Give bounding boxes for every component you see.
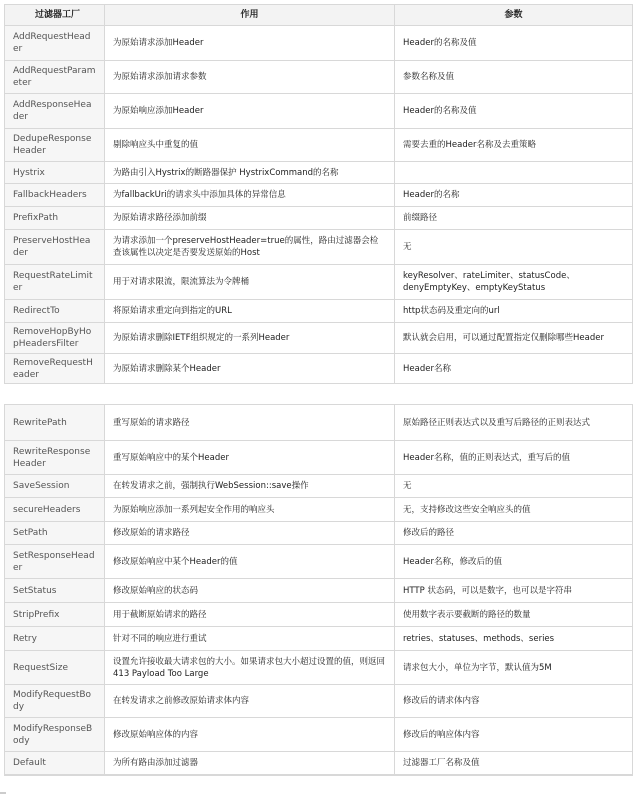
params-cell [395, 162, 633, 184]
effect-cell: 为所有路由添加过滤器 [105, 752, 395, 775]
effect-cell: 在转发请求之前修改原始请求体内容 [105, 685, 395, 718]
effect-cell: 为原始请求添加Header [105, 26, 395, 61]
effect-cell: 修改原始响应中某个Header的值 [105, 545, 395, 579]
table-row [5, 718, 633, 752]
params-cell: 请求包大小，单位为字节，默认值为5M [395, 651, 633, 685]
filter-name-cell: StripPrefix [5, 603, 105, 627]
table-row [5, 207, 633, 230]
filter-name-cell: AddRequestParameter [5, 61, 105, 94]
filter-name-cell: Default [5, 752, 105, 775]
params-cell: 需要去重的Header名称及去重策略 [395, 129, 633, 162]
filter-name-cell: ModifyResponseBody [5, 718, 105, 752]
filter-table-part-2 [4, 404, 633, 776]
effect-cell: 为原始请求删除某个Header [105, 354, 395, 384]
filter-name-cell: RewriteResponseHeader [5, 441, 105, 475]
params-cell: 前缀路径 [395, 207, 633, 230]
params-cell: 修改后的路径 [395, 522, 633, 545]
table-row [5, 405, 633, 441]
effect-cell: 修改原始响应体的内容 [105, 718, 395, 752]
effect-cell: 为fallbackUri的请求头中添加具体的异常信息 [105, 184, 395, 207]
table-row [5, 579, 633, 603]
params-cell: HTTP 状态码，可以是数字，也可以是字符串 [395, 579, 633, 603]
filter-name-cell: PreserveHostHeader [5, 230, 105, 265]
table-row [5, 26, 633, 61]
table-row [5, 162, 633, 184]
filter-name-cell: SetPath [5, 522, 105, 545]
table-row [5, 61, 633, 94]
header-effect: 作用 [105, 5, 395, 26]
table-row [5, 184, 633, 207]
filter-name-cell: FallbackHeaders [5, 184, 105, 207]
effect-cell: 为原始请求路径添加前缀 [105, 207, 395, 230]
params-cell: Header名称 [395, 354, 633, 384]
table-row [5, 522, 633, 545]
filter-name-cell: SetStatus [5, 579, 105, 603]
table-row [5, 475, 633, 498]
table-row [5, 685, 633, 718]
effect-cell: 针对不同的响应进行重试 [105, 627, 395, 651]
table-row [5, 354, 633, 384]
effect-cell: 为原始请求删除IETF组织规定的一系列Header [105, 323, 395, 354]
params-cell: 参数名称及值 [395, 61, 633, 94]
effect-cell: 为原始响应添加一系列起安全作用的响应头 [105, 498, 395, 522]
effect-cell: 修改原始的请求路径 [105, 522, 395, 545]
params-cell: Header名称，值的正则表达式，重写后的值 [395, 441, 633, 475]
filter-name-cell: SaveSession [5, 475, 105, 498]
params-cell: retries、statuses、methods、series [395, 627, 633, 651]
table-header-row [5, 5, 633, 26]
params-cell: Header名称，修改后的值 [395, 545, 633, 579]
filter-name-cell: ModifyRequestBody [5, 685, 105, 718]
table-row [5, 230, 633, 265]
table-row [5, 323, 633, 354]
filter-name-cell: secureHeaders [5, 498, 105, 522]
table-row [5, 651, 633, 685]
filter-name-cell: RequestSize [5, 651, 105, 685]
table-row [5, 498, 633, 522]
params-cell: 使用数字表示要截断的路径的数量 [395, 603, 633, 627]
table-row [5, 752, 633, 775]
table-row [5, 603, 633, 627]
params-cell: 默认就会启用，可以通过配置指定仅删除哪些Header [395, 323, 633, 354]
table-row [5, 265, 633, 300]
filter-name-cell: RemoveRequestHeader [5, 354, 105, 384]
params-cell: Header的名称及值 [395, 26, 633, 61]
table-row [5, 94, 633, 129]
params-cell: 无，支持修改这些安全响应头的值 [395, 498, 633, 522]
header-factory: 过滤器工厂 [5, 5, 105, 26]
filter-name-cell: RedirectTo [5, 300, 105, 323]
params-cell: Header的名称 [395, 184, 633, 207]
params-cell: 修改后的响应体内容 [395, 718, 633, 752]
filter-name-cell: RequestRateLimiter [5, 265, 105, 300]
effect-cell: 用于对请求限流，限流算法为令牌桶 [105, 265, 395, 300]
table-row [5, 441, 633, 475]
filter-name-cell: Hystrix [5, 162, 105, 184]
effect-cell: 为请求添加一个preserveHostHeader=true的属性，路由过滤器会检查该属性以决定是否要发送原始的Host [105, 230, 395, 265]
filter-name-cell: RemoveHopByHopHeadersFilter [5, 323, 105, 354]
params-cell: 无 [395, 475, 633, 498]
effect-cell: 设置允许接收最大请求包的大小。如果请求包大小超过设置的值，则返回 413 Payload Too Large [105, 651, 395, 685]
filter-table-part-1 [4, 4, 633, 384]
filter-name-cell: DedupeResponseHeader [5, 129, 105, 162]
table-row [5, 300, 633, 323]
params-cell: Header的名称及值 [395, 94, 633, 129]
filter-name-cell: AddResponseHeader [5, 94, 105, 129]
filter-name-cell: Retry [5, 627, 105, 651]
filter-name-cell: RewritePath [5, 405, 105, 441]
effect-cell: 在转发请求之前，强制执行WebSession::save操作 [105, 475, 395, 498]
page-edge-mark [0, 792, 6, 794]
effect-cell: 为路由引入Hystrix的断路器保护 HystrixCommand的名称 [105, 162, 395, 184]
filter-name-cell: PrefixPath [5, 207, 105, 230]
params-cell: 原始路径正则表达式以及重写后路径的正则表达式 [395, 405, 633, 441]
table-row [5, 627, 633, 651]
effect-cell: 重写原始响应中的某个Header [105, 441, 395, 475]
params-cell: 过滤器工厂名称及值 [395, 752, 633, 775]
effect-cell: 剔除响应头中重复的值 [105, 129, 395, 162]
table-row [5, 129, 633, 162]
header-params: 参数 [395, 5, 633, 26]
effect-cell: 用于截断原始请求的路径 [105, 603, 395, 627]
effect-cell: 修改原始响应的状态码 [105, 579, 395, 603]
filter-name-cell: AddRequestHeader [5, 26, 105, 61]
params-cell: 修改后的请求体内容 [395, 685, 633, 718]
table-row [5, 545, 633, 579]
effect-cell: 为原始响应添加Header [105, 94, 395, 129]
effect-cell: 重写原始的请求路径 [105, 405, 395, 441]
params-cell: http状态码及重定向的url [395, 300, 633, 323]
effect-cell: 将原始请求重定向到指定的URL [105, 300, 395, 323]
params-cell: keyResolver、rateLimiter、statusCode、denyEmptyKey、emptyKeyStatus [395, 265, 633, 300]
effect-cell: 为原始请求添加请求参数 [105, 61, 395, 94]
filter-name-cell: SetResponseHeader [5, 545, 105, 579]
params-cell: 无 [395, 230, 633, 265]
